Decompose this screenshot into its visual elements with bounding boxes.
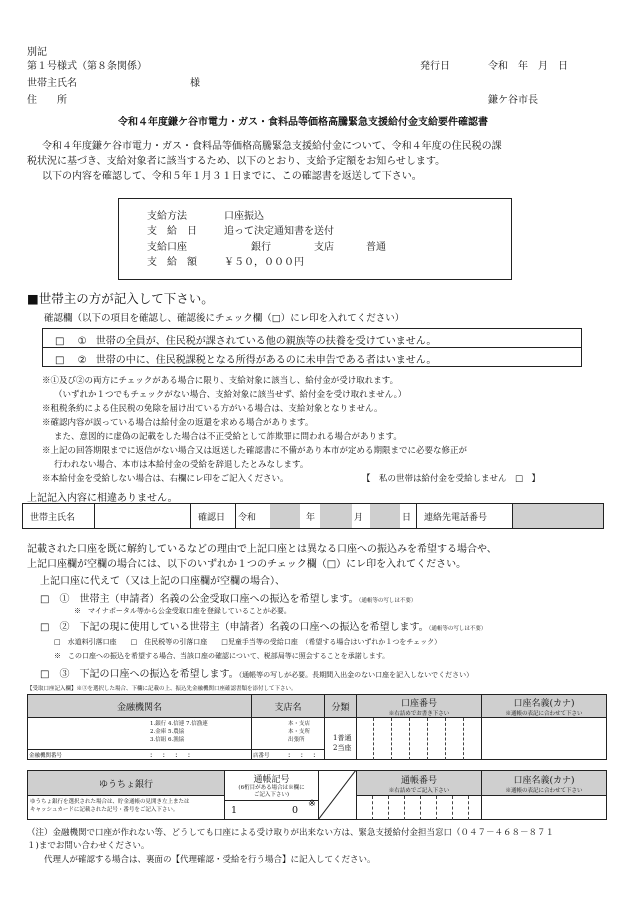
branch-code-label: 店番号 (253, 753, 270, 759)
reiwa-label: 令和 (238, 512, 257, 523)
option-1-note: ※ マイナポータル等から公金受取口座を登録していることが必要。 (74, 607, 291, 615)
transfer-option-1[interactable] (40, 590, 416, 605)
option-3-text[interactable]: □ ③ 下記の口座への振込を希望します。 (40, 669, 239, 680)
acct-digit-1 (373, 718, 374, 760)
note-7: 行われない場合、本市は本給付金の受給を辞退したとみなします。 (54, 460, 309, 470)
footer-note-1: （注）金融機関で口座が作れない等、どうしても口座による受け取りが出来ない方は、緊急支援給付金担当窓口（０４７－４６８－８７１ (27, 828, 555, 838)
note-3: ※租税条約による住民税の免除を届け出ている方がいる場合は、支給対象となりません。 (42, 404, 383, 414)
bango-sub: ※右詰めでご記入下さい (388, 787, 450, 794)
transfer-line-3: 上記口座に代えて（又は上記の口座欄が空欄の場合）、 (40, 576, 285, 587)
branch-code-line (251, 749, 324, 750)
yucho-note: ゆうちょ銀行を選択された場合は、貯金通帳の見開き左上または キャッシュカードに記載された記号・番号をご記入下さい。 (30, 799, 190, 813)
note-2: （いずれか１つでもチェックがない場合、支給対象に該当せず、給付金を受け取れません。） (54, 390, 407, 400)
branch-code-cells[interactable]: : : : (288, 751, 320, 759)
yucho-kigo-line (224, 800, 318, 801)
check-2-text: 世帯の中に、住民税課税となる所得があるのに未申告である者はいません。 (95, 355, 437, 366)
acct-digit-6 (463, 718, 464, 760)
account-form-note: 【受取口座記入欄】※③を選択した場合、下欄に記載の上、振込先金融機関口座確認書類を添付して下さい。 (27, 686, 297, 692)
sama-label: 様 (190, 78, 200, 89)
confirm-date-label: 確認日 (198, 512, 226, 523)
kigo-last-digit: 0 (292, 805, 299, 816)
yucho-name-label: 口座名義(カナ) (513, 775, 575, 786)
option-2-choices[interactable]: □ 水道料引落口座 □ 住民税等の引落口座 □児童手当等の受給口座 （希望する場合はいずれか１つをチェック） (54, 638, 442, 646)
acct-digit-2 (391, 718, 392, 760)
intro-line-3: 以下の内容を確認して、令和５年１月３１日までに、この確認書を返送して下さい。 (42, 171, 422, 182)
account-branch: 支店 (314, 242, 334, 253)
decline-note: ※本給付金を受給しない場合は、右欄にレ印をご記入ください。 (42, 474, 289, 484)
account-bank: 銀行 (251, 242, 271, 253)
month-input[interactable] (320, 504, 352, 528)
option-3-small: （通帳等の写しが必要。長期間入出金のない口座を記入しないでください） (238, 671, 474, 679)
check-1-num: ① (77, 336, 87, 347)
check-divider (42, 347, 582, 348)
name-header-label: 口座名義(カナ) (513, 698, 575, 709)
account-header (357, 695, 481, 717)
kigo-sub: (6桁目がある場合は※欄に ご記入下さい) (238, 785, 305, 798)
phone-input[interactable] (513, 504, 603, 528)
phone-label: 連絡先電話番号 (424, 512, 488, 523)
decline-checkbox[interactable]: 【 私の世帯は給付金を受給しません □ 】 (362, 474, 541, 484)
transfer-option-3[interactable] (40, 665, 473, 680)
year-label: 年 (306, 512, 316, 523)
name-header-sub: ※通帳の表記に合わせて下さい (505, 710, 583, 717)
yucho-name-header (482, 771, 606, 795)
option-1-text[interactable]: □ ① 世帯主（申請者）名義の公金受取口座への振込を希望します。 (40, 594, 359, 605)
bango-digit-5 (436, 796, 437, 820)
intro-line-2: 税状況に基づき、支給対象者に該当するため、以下のとおり、支給予定額をお知らせします。 (27, 156, 446, 167)
sign-divider-3 (235, 503, 236, 529)
inst-code-label: 金融機関番号 (29, 753, 63, 759)
check-item-1[interactable] (55, 332, 436, 347)
acct-digit-3 (409, 718, 410, 760)
option-1-small: （通帳等の写しは不要） (358, 598, 417, 604)
note-5: また、意図的に虚偽の記載をした場合は不正受給として詐欺罪に問われる場合があります。 (54, 432, 402, 442)
option-2-note: ※ この口座への振込を希望する場合、当該口座の確認について、税部局等に照会することを承諾します。 (54, 652, 390, 660)
branch-type-list: 本・支店 本・支所 出張所 (288, 721, 311, 743)
appendix-label: 別記 (27, 47, 47, 58)
check-item-2[interactable] (55, 351, 436, 366)
document-title: 令和４年度鎌ケ谷市電力・ガス・食料品等価格高騰緊急支援給付金支給要件確認書 (118, 117, 488, 128)
confirm-text: 上記記入内容に相違ありません。 (27, 493, 178, 504)
householder-name-input[interactable] (95, 504, 190, 528)
year-input[interactable] (270, 504, 300, 528)
account-name-input[interactable] (482, 718, 606, 759)
issue-date-label: 発行日 (420, 61, 450, 72)
transfer-option-2[interactable] (40, 618, 486, 633)
diagonal-divider (318, 770, 356, 820)
issue-date: 令和 年 月 日 (488, 61, 568, 72)
acct-digit-5 (445, 718, 446, 760)
section-heading: ■世帯主の方が記入して下さい。 (27, 291, 214, 306)
branch-header: 支店名 (252, 695, 324, 717)
month-label: 月 (354, 512, 364, 523)
inst-type-list: 1.銀行 4.信連 7.信漁連 2.金庫 5.農協 3.信組 6.漁協 (150, 721, 208, 743)
inst-header: 金融機関名 (28, 695, 251, 717)
transfer-line-1: 記載された口座を既に解約しているなどの理由で上記口座とは異なる口座への振込みを希望する場合や、 (27, 544, 497, 555)
option-2-small: （通帳等の写しは不要） (428, 626, 487, 632)
bango-digit-1 (372, 796, 373, 820)
householder-label: 世帯主氏名 (27, 78, 77, 89)
class-type-list[interactable]: 1普通 2当座 (333, 734, 352, 752)
check-instruction: 確認欄（以下の項目を確認し、確認後にチェック欄（□）にレ印を入れてください） (44, 313, 405, 324)
payment-method-value: 口座振込 (224, 211, 264, 222)
class-header: 分類 (325, 695, 356, 717)
day-label: 日 (402, 512, 412, 523)
intro-line-1: 令和４年度鎌ケ谷市電力・ガス・食料品等価格高騰緊急支援給付金について、令和４年度の住民税の課 (42, 141, 502, 152)
bango-digit-7 (468, 796, 469, 820)
account-header-sub: ※右詰めでお書き下さい (388, 710, 450, 717)
payment-method-label: 支給方法 (147, 211, 187, 222)
kigo-header (225, 771, 318, 800)
kigo-mark: ※ (308, 798, 316, 809)
note-4: ※確認内容が誤っている場合は給付金の返還を求める場合があります。 (42, 418, 314, 428)
bango-digit-6 (452, 796, 453, 820)
yucho-label: ゆうちょ銀行 (28, 771, 224, 795)
bango-digit-2 (388, 796, 389, 820)
mayor-label: 鎌ケ谷市長 (488, 95, 538, 106)
inst-code-line (27, 749, 251, 750)
bango-digit-4 (420, 796, 421, 820)
checkbox-2[interactable]: □ (55, 355, 65, 366)
acct-digit-4 (427, 718, 428, 760)
yucho-left-line (27, 795, 224, 796)
kigo-first-digit: 1 (231, 805, 238, 816)
householder-name-label: 世帯主氏名 (30, 512, 76, 523)
bango-digit-3 (404, 796, 405, 820)
form-number: 第１号様式（第８条関係） (27, 61, 147, 72)
transfer-line-2: 上記口座欄が空欄の場合には、以下のいずれか１つのチェック欄（□）にレ印を入れてください。 (27, 559, 467, 570)
bango-label: 通帳番号 (400, 775, 437, 786)
kigo-label: 通帳記号 (253, 775, 290, 785)
yucho-name-input[interactable] (482, 796, 606, 819)
payment-date-value: 追って決定通知書を送付 (224, 226, 334, 237)
note-1: ※①及び②の両方にチェックがある場合に限り、支給対象に該当し、給付金が受け取れます。 (42, 376, 399, 386)
payment-account-label: 支給口座 (147, 242, 187, 253)
check-2-num: ② (77, 355, 87, 366)
payment-amount-value: ￥５０，０００円 (224, 257, 304, 268)
address-label: 住 所 (27, 95, 67, 106)
checkbox-1[interactable]: □ (55, 336, 65, 347)
inst-code-cells[interactable]: : : : : (150, 751, 195, 759)
payment-date-label: 支 給 日 (147, 226, 197, 237)
name-header (482, 695, 606, 717)
payment-amount-label: 支 給 額 (147, 257, 197, 268)
option-2-text[interactable]: □ ② 下記の現に使用している世帯主（申請者）名義の口座への振込を希望します。 (40, 622, 429, 633)
yucho-name-sub: ※通帳の表記に合わせて下さい (505, 787, 583, 794)
check-1-text: 世帯の全員が、住民税が課されている他の親族等の扶養を受けていません。 (95, 336, 437, 347)
day-input[interactable] (370, 504, 400, 528)
footer-note-3: 代理人が確認する場合は、裏面の【代理確認・受給を行う場合】に記入してください。 (44, 855, 376, 865)
note-6: ※上記の回答期限までに返信がない場合又は返送した確認書に不備があり本市が定める期限までに必要な修正が (42, 446, 468, 456)
account-type: 普通 (366, 242, 386, 253)
account-header-label: 口座番号 (400, 698, 437, 709)
footer-note-2: １)までお問い合わせください。 (27, 841, 150, 851)
bango-header (357, 771, 481, 795)
